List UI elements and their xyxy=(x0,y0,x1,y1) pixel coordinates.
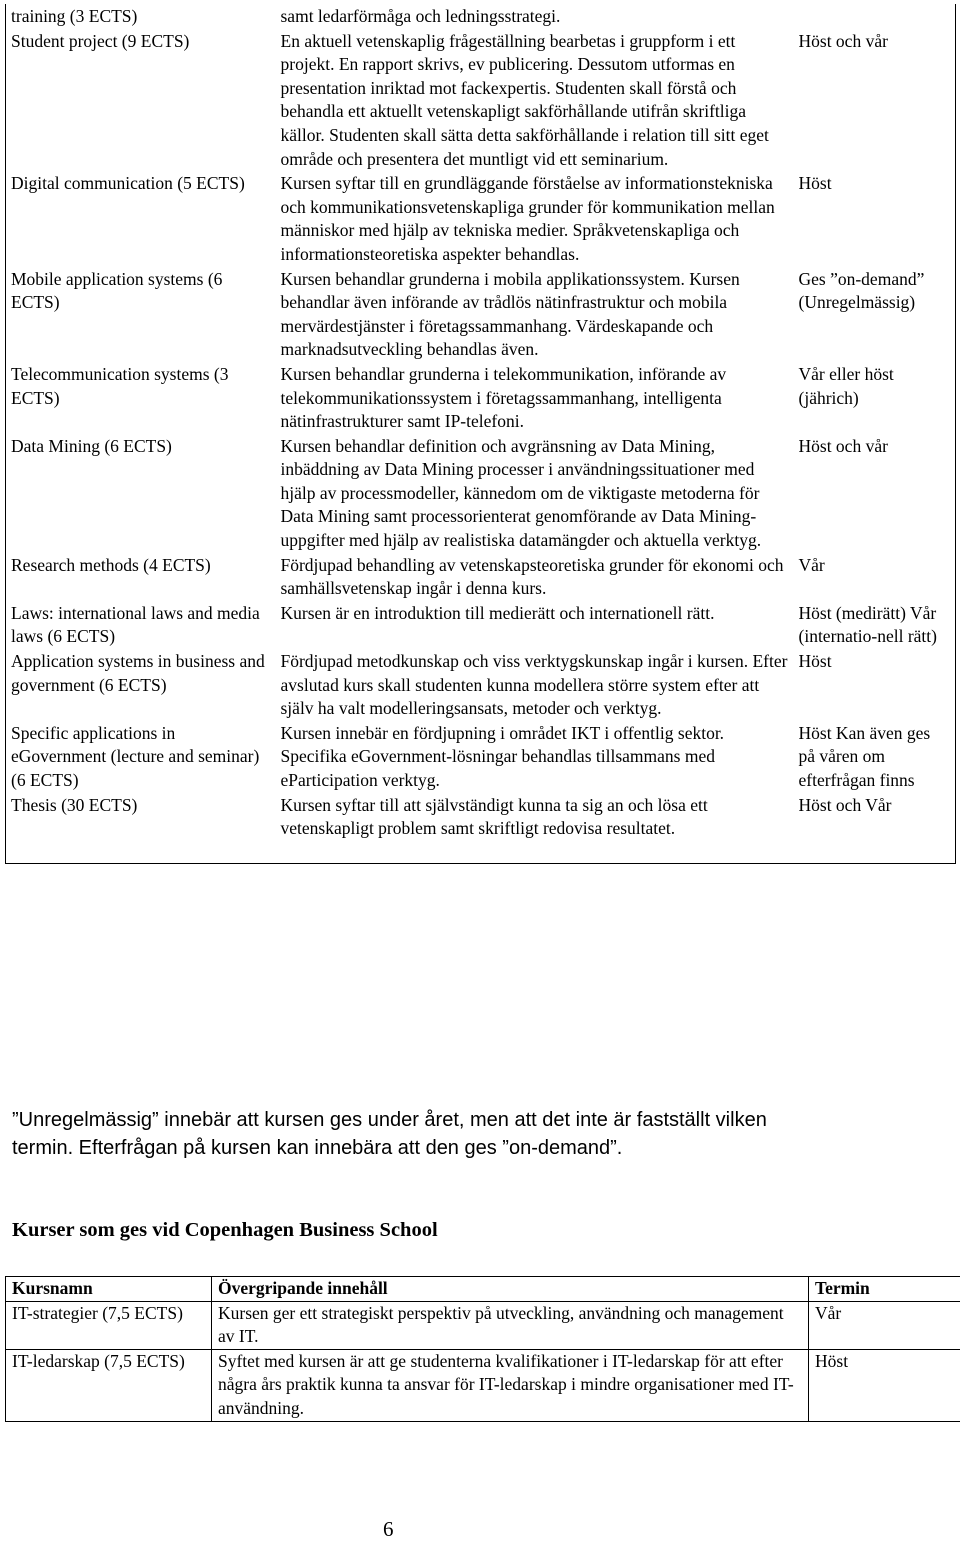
course-content: En aktuell vetenskaplig frågeställning bearbetas i gruppform i ett projekt. En rapport skrivs, ev publicering. Dessutom utformas en presentation inriktad mot fackexpertis. Studenten skall förstå och behandla ett aktuellt vetenskapligt sakförhållande utifrån skriftliga källor. Studenten skall sätta detta sakförhållande i relation till sitt eget område och presentera det muntligt vid ett seminarium. xyxy=(280,30,769,169)
table-row xyxy=(6,649,956,721)
course-term: Höst och Vår xyxy=(794,793,956,864)
course-content: Fördjupad metodkunskap och viss verktygskunskap ingår i kursen. Efter avslutad kurs skall studenten kunna modellera större system efter att själv ha valt modelleringsansats, metoder och verktyg. xyxy=(280,651,788,719)
course-content: Kursen behandlar definition och avgränsning av Data Mining, inbäddning av Data Mining processer i användningssituationer med hjälp av processmodeller, kännedom om de viktigaste metoderna för Data Mining samt processorienterat genomförande av Data Mining-uppgifter med hjälp av realistiska datamängder och aktuella verktyg. xyxy=(280,435,762,551)
course-content: samt ledarförmåga och ledningsstrategi. xyxy=(280,6,561,26)
course-name: Digital communication (5 ECTS) xyxy=(6,171,276,266)
column-header: Övergripande innehåll xyxy=(212,1277,809,1302)
page-number: 6 xyxy=(383,1517,394,1541)
course-name: Telecommunication systems (3 ECTS) xyxy=(6,362,276,434)
course-term: Höst xyxy=(794,171,956,266)
course-term: Ges ”on-demand” (Unregelmässig) xyxy=(794,267,956,362)
course-table xyxy=(5,4,956,864)
course-name: Data Mining (6 ECTS) xyxy=(6,434,276,553)
course-term xyxy=(794,4,956,29)
course-content: Kursen ger ett strategiskt perspektiv på utveckling, användning och management av IT. xyxy=(212,1301,809,1349)
course-term: Höst (medirätt) Vår (internatio-nell rätt) xyxy=(794,601,956,649)
table-row xyxy=(6,171,956,266)
column-header: Termin xyxy=(809,1277,960,1302)
course-name: IT-ledarskap (7,5 ECTS) xyxy=(6,1349,212,1421)
table-row xyxy=(6,793,956,864)
course-term: Höst xyxy=(809,1349,960,1421)
course-content: Syftet med kursen är att ge studenterna kvalifikationer i IT-ledarskap för att efter några års praktik kunna ta ansvar för IT-ledarskap i mindre organisationer med IT-användning. xyxy=(212,1349,809,1421)
course-content: Fördjupad behandling av vetenskapsteoretiska grunder för ekonomi och samhällsvetenskap ingår i denna kurs. xyxy=(280,554,784,599)
course-name: Research methods (4 ECTS) xyxy=(6,553,276,601)
table-row xyxy=(6,4,956,29)
course-content: Kursen behandlar grunderna i telekommunikation, införande av telekommunikationssystem i företagssammanhang, intelligenta nätinfrastrukturer samt IP-telefoni. xyxy=(280,363,727,432)
course-term: Höst xyxy=(794,649,956,721)
table-row xyxy=(6,1349,960,1421)
course-content: Kursen behandlar grunderna i mobila applikationssystem. Kursen behandlar även införande av trådlös nätinfrastruktur och mobila mervärdestjänster i företagssammanhang. Värdeskapande och marknadsutveckling behandlas även. xyxy=(280,268,740,360)
table-row xyxy=(6,721,956,793)
course-name: Student project (9 ECTS) xyxy=(6,29,276,172)
course-content: Kursen syftar till att självständigt kunna ta sig an och lösa ett vetenskapligt problem samt skriftligt redovisa resultatet. xyxy=(276,793,794,864)
table-row xyxy=(6,553,956,601)
section-heading: Kurser som ges vid Copenhagen Business School xyxy=(12,1219,438,1241)
table-header-row xyxy=(6,1277,960,1302)
table-row xyxy=(6,267,956,362)
cbs-course-table xyxy=(5,1276,960,1422)
course-content: Kursen är en introduktion till medierätt och internationell rätt. xyxy=(280,602,715,623)
table-row xyxy=(6,601,956,649)
course-term: Vår xyxy=(794,553,956,601)
course-term: Höst och vår xyxy=(794,29,956,172)
course-name: Thesis (30 ECTS) xyxy=(6,793,276,864)
course-name: Laws: international laws and media laws (6 ECTS) xyxy=(6,601,276,649)
course-content: Kursen innebär en fördjupning i området IKT i offentlig sektor. Specifika eGovernment-lösningar behandlas tillsammans med eParticipation verktyg. xyxy=(280,722,725,790)
course-content: Kursen syftar till en grundläggande förståelse av informationstekniska och kommunikationsvetenskapliga grunder för kommunikation mellan människor med hjälp av tekniska medier. Språkvetenskapliga och informationsteoretiska aspekter behandlas. xyxy=(280,173,775,264)
table-row xyxy=(6,434,956,553)
note-paragraph: ”Unregelmässig” innebär att kursen ges under året, men att det inte är fastställt vilken termin. Efterfrågan på kursen kan innebära att den ges ”on-demand”. xyxy=(12,1109,767,1159)
table-row xyxy=(6,29,956,172)
course-name: Mobile application systems (6 ECTS) xyxy=(6,267,276,362)
course-term: Vår eller höst (jährich) xyxy=(794,362,956,434)
course-name: IT-strategier (7,5 ECTS) xyxy=(6,1301,212,1349)
course-term: Höst och vår xyxy=(794,434,956,553)
course-term: Höst Kan även ges på våren om efterfrågan finns xyxy=(794,721,956,793)
course-name: Specific applications in eGovernment (lecture and seminar) (6 ECTS) xyxy=(6,721,276,793)
course-name: training (3 ECTS) xyxy=(6,4,276,29)
table-row xyxy=(6,1301,960,1349)
column-header: Kursnamn xyxy=(6,1277,212,1302)
course-term: Vår xyxy=(809,1301,960,1349)
course-name: Application systems in business and government (6 ECTS) xyxy=(6,649,276,721)
table-row xyxy=(6,362,956,434)
